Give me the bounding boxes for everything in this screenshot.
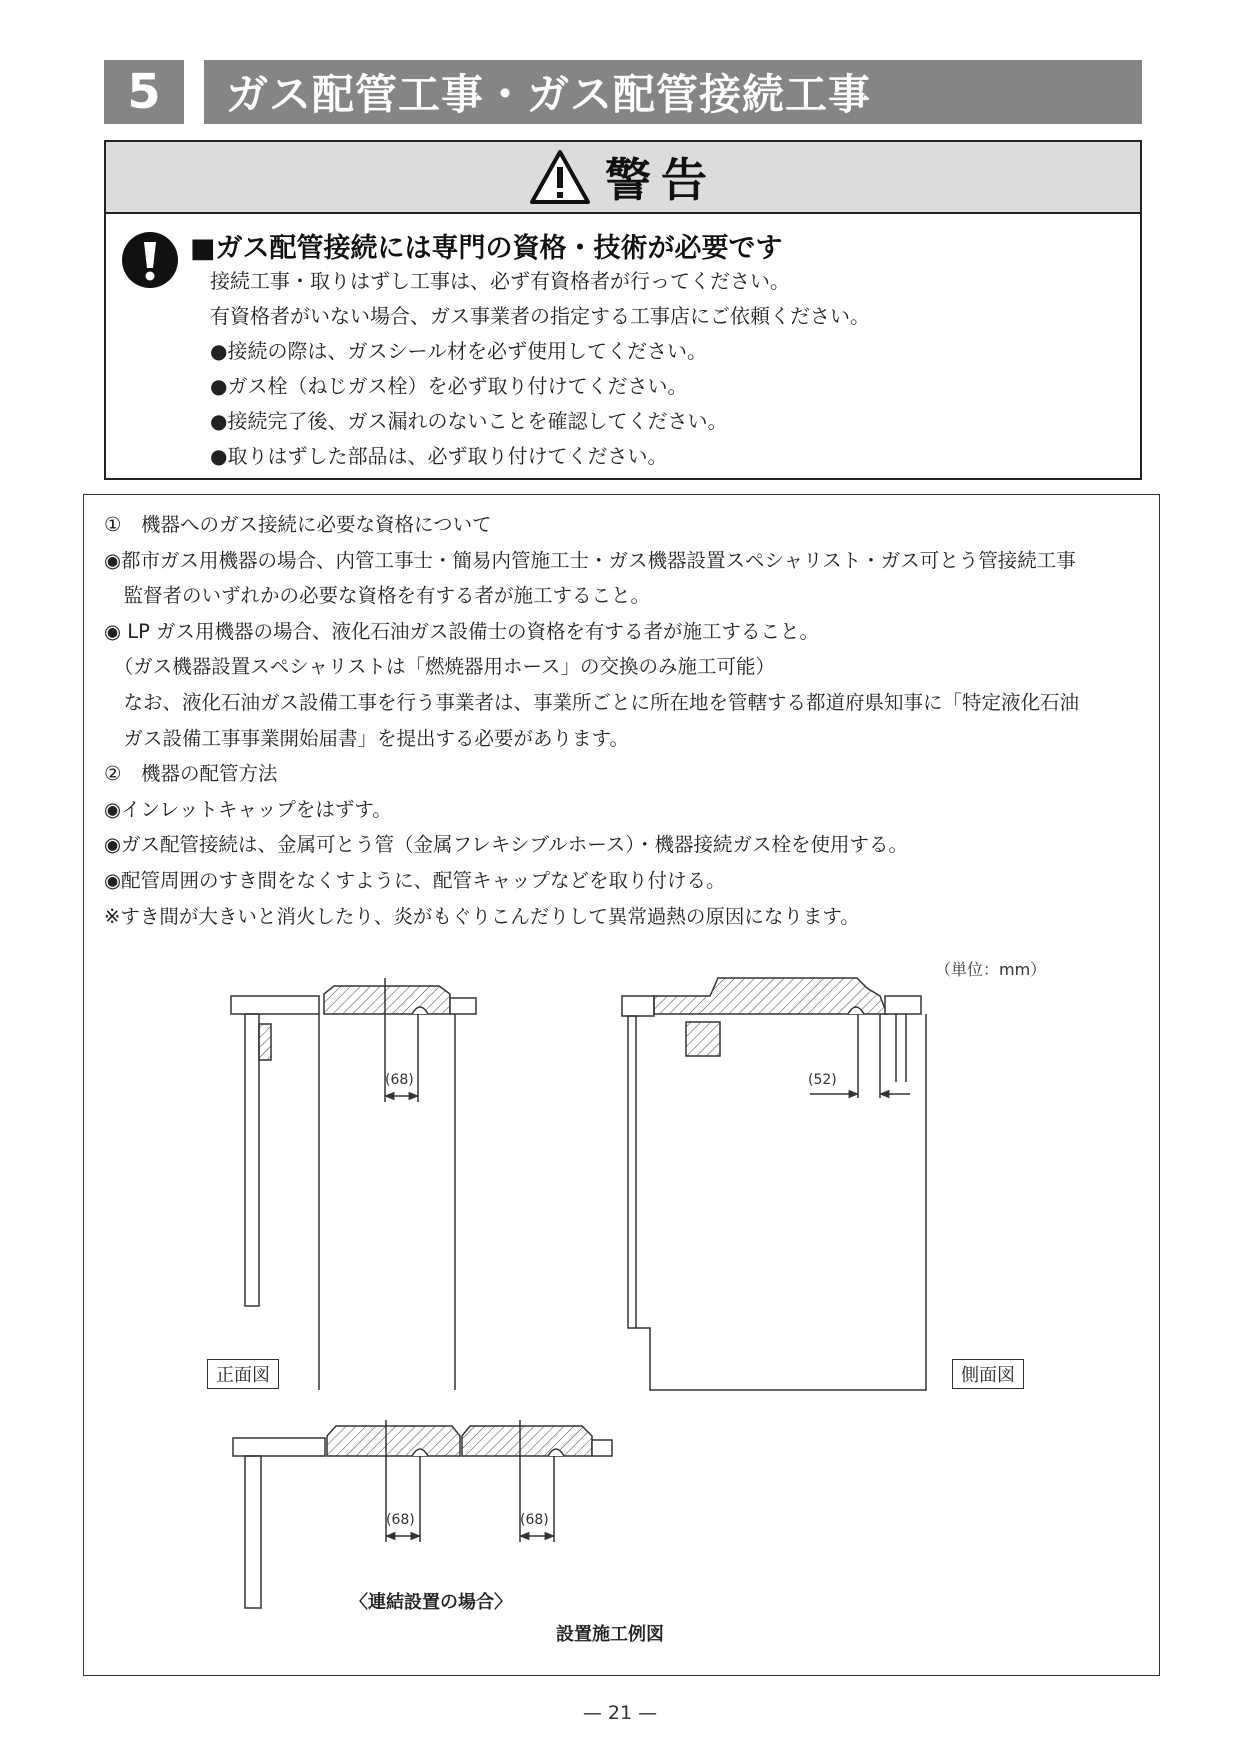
info-line: ◉配管周囲のすき間をなくすように、配管キャップなどを取り付ける。 [104, 868, 726, 892]
front-dimension-label: (68) [385, 1072, 414, 1088]
info-line: なお、液化石油ガス設備工事を行う事業者は、事業所ごとに所在地を管轄する都道府県知事に「特定液化石油 [104, 690, 1080, 714]
info-line: ◉ LP ガス用機器の場合、液化石油ガス設備士の資格を有する者が施工すること。 [104, 619, 820, 643]
warning-line: ●接続完了後、ガス漏れのないことを確認してください。 [210, 409, 728, 433]
info-line: ① 機器へのガス接続に必要な資格について [104, 513, 492, 536]
section-title: ガス配管工事・ガス配管接続工事 [204, 60, 1142, 124]
info-line: ◉インレットキャップをはずす。 [104, 797, 392, 821]
warning-line: ●接続の際は、ガスシール材を必ず使用してください。 [210, 339, 708, 363]
info-box [83, 494, 1160, 1676]
warning-heading: 警告 [605, 153, 717, 207]
figure-caption: 設置施工例図 [556, 1624, 664, 1645]
side-view-label: 側面図 [952, 1359, 1024, 1389]
warning-triangle-icon [529, 149, 591, 205]
page-number: — 21 — [582, 1702, 658, 1724]
warning-subtitle: ■ガス配管接続には専門の資格・技術が必要です [190, 233, 783, 264]
section-number: 5 [104, 60, 184, 124]
warning-line: ●ガス栓（ねじガス栓）を必ず取り付けてください。 [210, 374, 688, 398]
joined-installation-caption: 〈連結設置の場合〉 [350, 1592, 512, 1613]
info-lines [104, 507, 1079, 934]
info-line: ◉ガス配管接続は、金属可とう管（金属フレキシブルホース）・機器接続ガス栓を使用する。 [104, 833, 909, 857]
joined-left-dimension-label: (68) [386, 1512, 415, 1528]
warning-line: ●取りはずした部品は、必ず取り付けてください。 [210, 444, 668, 468]
info-line: ※すき間が大きいと消火したり、炎がもぐりこんだりして異常過熱の原因になります。 [104, 904, 860, 928]
info-line: ② 機器の配管方法 [104, 762, 278, 786]
exclamation-circle-icon [120, 230, 180, 290]
warning-line: 有資格者がいない場合、ガス事業者の指定する工事店にご依頼ください。 [210, 304, 870, 328]
info-line: （ガス機器設置スペシャリストは「燃焼器用ホース」の交換のみ施工可能） [104, 655, 775, 679]
warning-box [104, 140, 1142, 480]
info-line: ◉都市ガス用機器の場合、内管工事士・簡易内管施工士・ガス機器設置スペシャリスト・ガス可とう管接続工事 [104, 548, 1076, 572]
side-dimension-label: (52) [808, 1072, 837, 1088]
info-line: ガス設備工事事業開始届書」を提出する必要があります。 [104, 726, 629, 750]
front-view-label: 正面図 [207, 1359, 279, 1389]
warning-line: 接続工事・取りはずし工事は、必ず有資格者が行ってください。 [210, 269, 790, 293]
unit-label: （単位：mm） [935, 960, 1047, 979]
warning-header [106, 142, 1140, 214]
joined-right-dimension-label: (68) [520, 1512, 549, 1528]
warning-lines [210, 264, 870, 474]
info-line: 監督者のいずれかの必要な資格を有する者が施工すること。 [104, 584, 651, 608]
